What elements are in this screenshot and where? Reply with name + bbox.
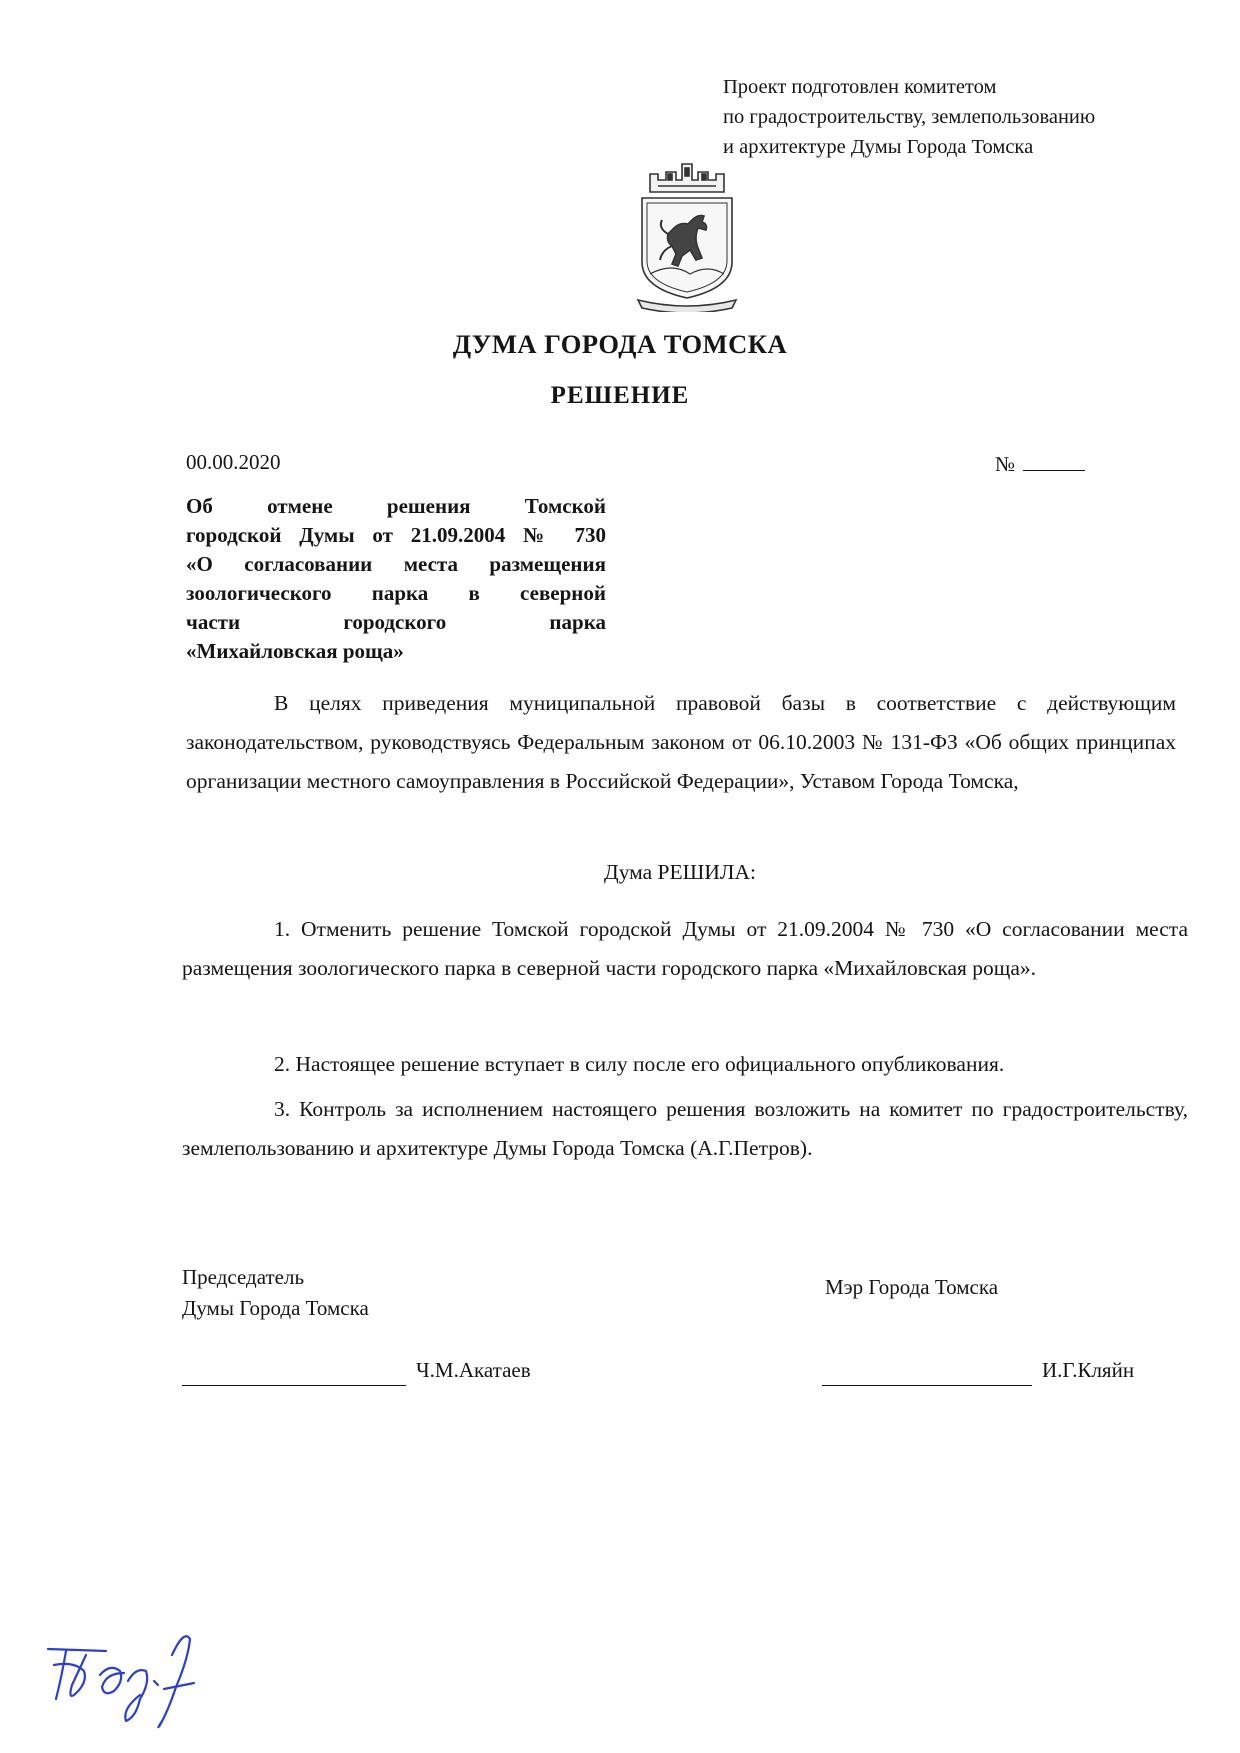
prepared-by-line: по градостроительству, землепользованию <box>723 106 1096 128</box>
decision-date: 00.00.2020 <box>186 450 281 474</box>
resolution-item-2: 2. Настоящее решение вступает в силу после его официального опубликования. <box>274 1052 1005 1076</box>
resolution-heading: Дума РЕШИЛА: <box>604 860 756 884</box>
chair-title <box>182 1262 369 1324</box>
handwritten-signature-icon <box>44 1625 234 1735</box>
chair-name: Ч.М.Акатаев <box>416 1358 531 1382</box>
subject-line: части городского парка <box>186 610 606 634</box>
mayor-signature-line <box>822 1385 1032 1386</box>
subject-line: «О согласовании места размещения <box>186 552 606 576</box>
chair-title-line: Председатель <box>182 1265 305 1289</box>
tomsk-coat-of-arms-icon <box>632 150 742 312</box>
mayor-name: И.Г.Кляйн <box>1042 1358 1135 1382</box>
resolution-item-3: 3. Контроль за исполнением настоящего решения возложить на комитет по градостроительству, землепользованию и архитектуре Думы Города Томска (А.Г.Петров). <box>182 1097 1188 1160</box>
chair-signature-line <box>182 1385 406 1386</box>
council-title: ДУМА ГОРОДА ТОМСКА <box>452 329 788 359</box>
subject-line: городской Думы от 21.09.2004 № 730 <box>186 523 606 547</box>
decision-number <box>995 450 1085 477</box>
number-label: № <box>995 452 1016 476</box>
preamble-paragraph: В целях приведения муниципальной правовой базы в соответствие с действующим законодательством, руководствуясь Федеральным законом от 06.10.2003 № 131-ФЗ «Об общих принципах организации местного самоуправления в Российской Федерации», Уставом Города Томска, <box>186 691 1176 793</box>
decision-subject <box>186 492 606 666</box>
subject-line: Об отмене решения Томской <box>186 494 606 518</box>
subject-line: зоологического парка в северной <box>186 581 606 605</box>
subject-line: «Михайловская роща» <box>186 639 404 663</box>
prepared-by-line: Проект подготовлен комитетом <box>723 76 997 98</box>
prepared-by-line: и архитектуре Думы Города Томска <box>723 136 1034 158</box>
mayor-title: Мэр Города Томска <box>825 1275 999 1299</box>
number-blank <box>1023 450 1085 471</box>
prepared-by-note <box>723 72 1203 162</box>
document-type: РЕШЕНИЕ <box>550 382 690 409</box>
resolution-item-1: 1. Отменить решение Томской городской Думы от 21.09.2004 № 730 «О согласовании места размещения зоологического парка в северной части городского парка «Михайловская роща». <box>182 917 1188 980</box>
chair-title-line: Думы Города Томска <box>182 1296 369 1320</box>
